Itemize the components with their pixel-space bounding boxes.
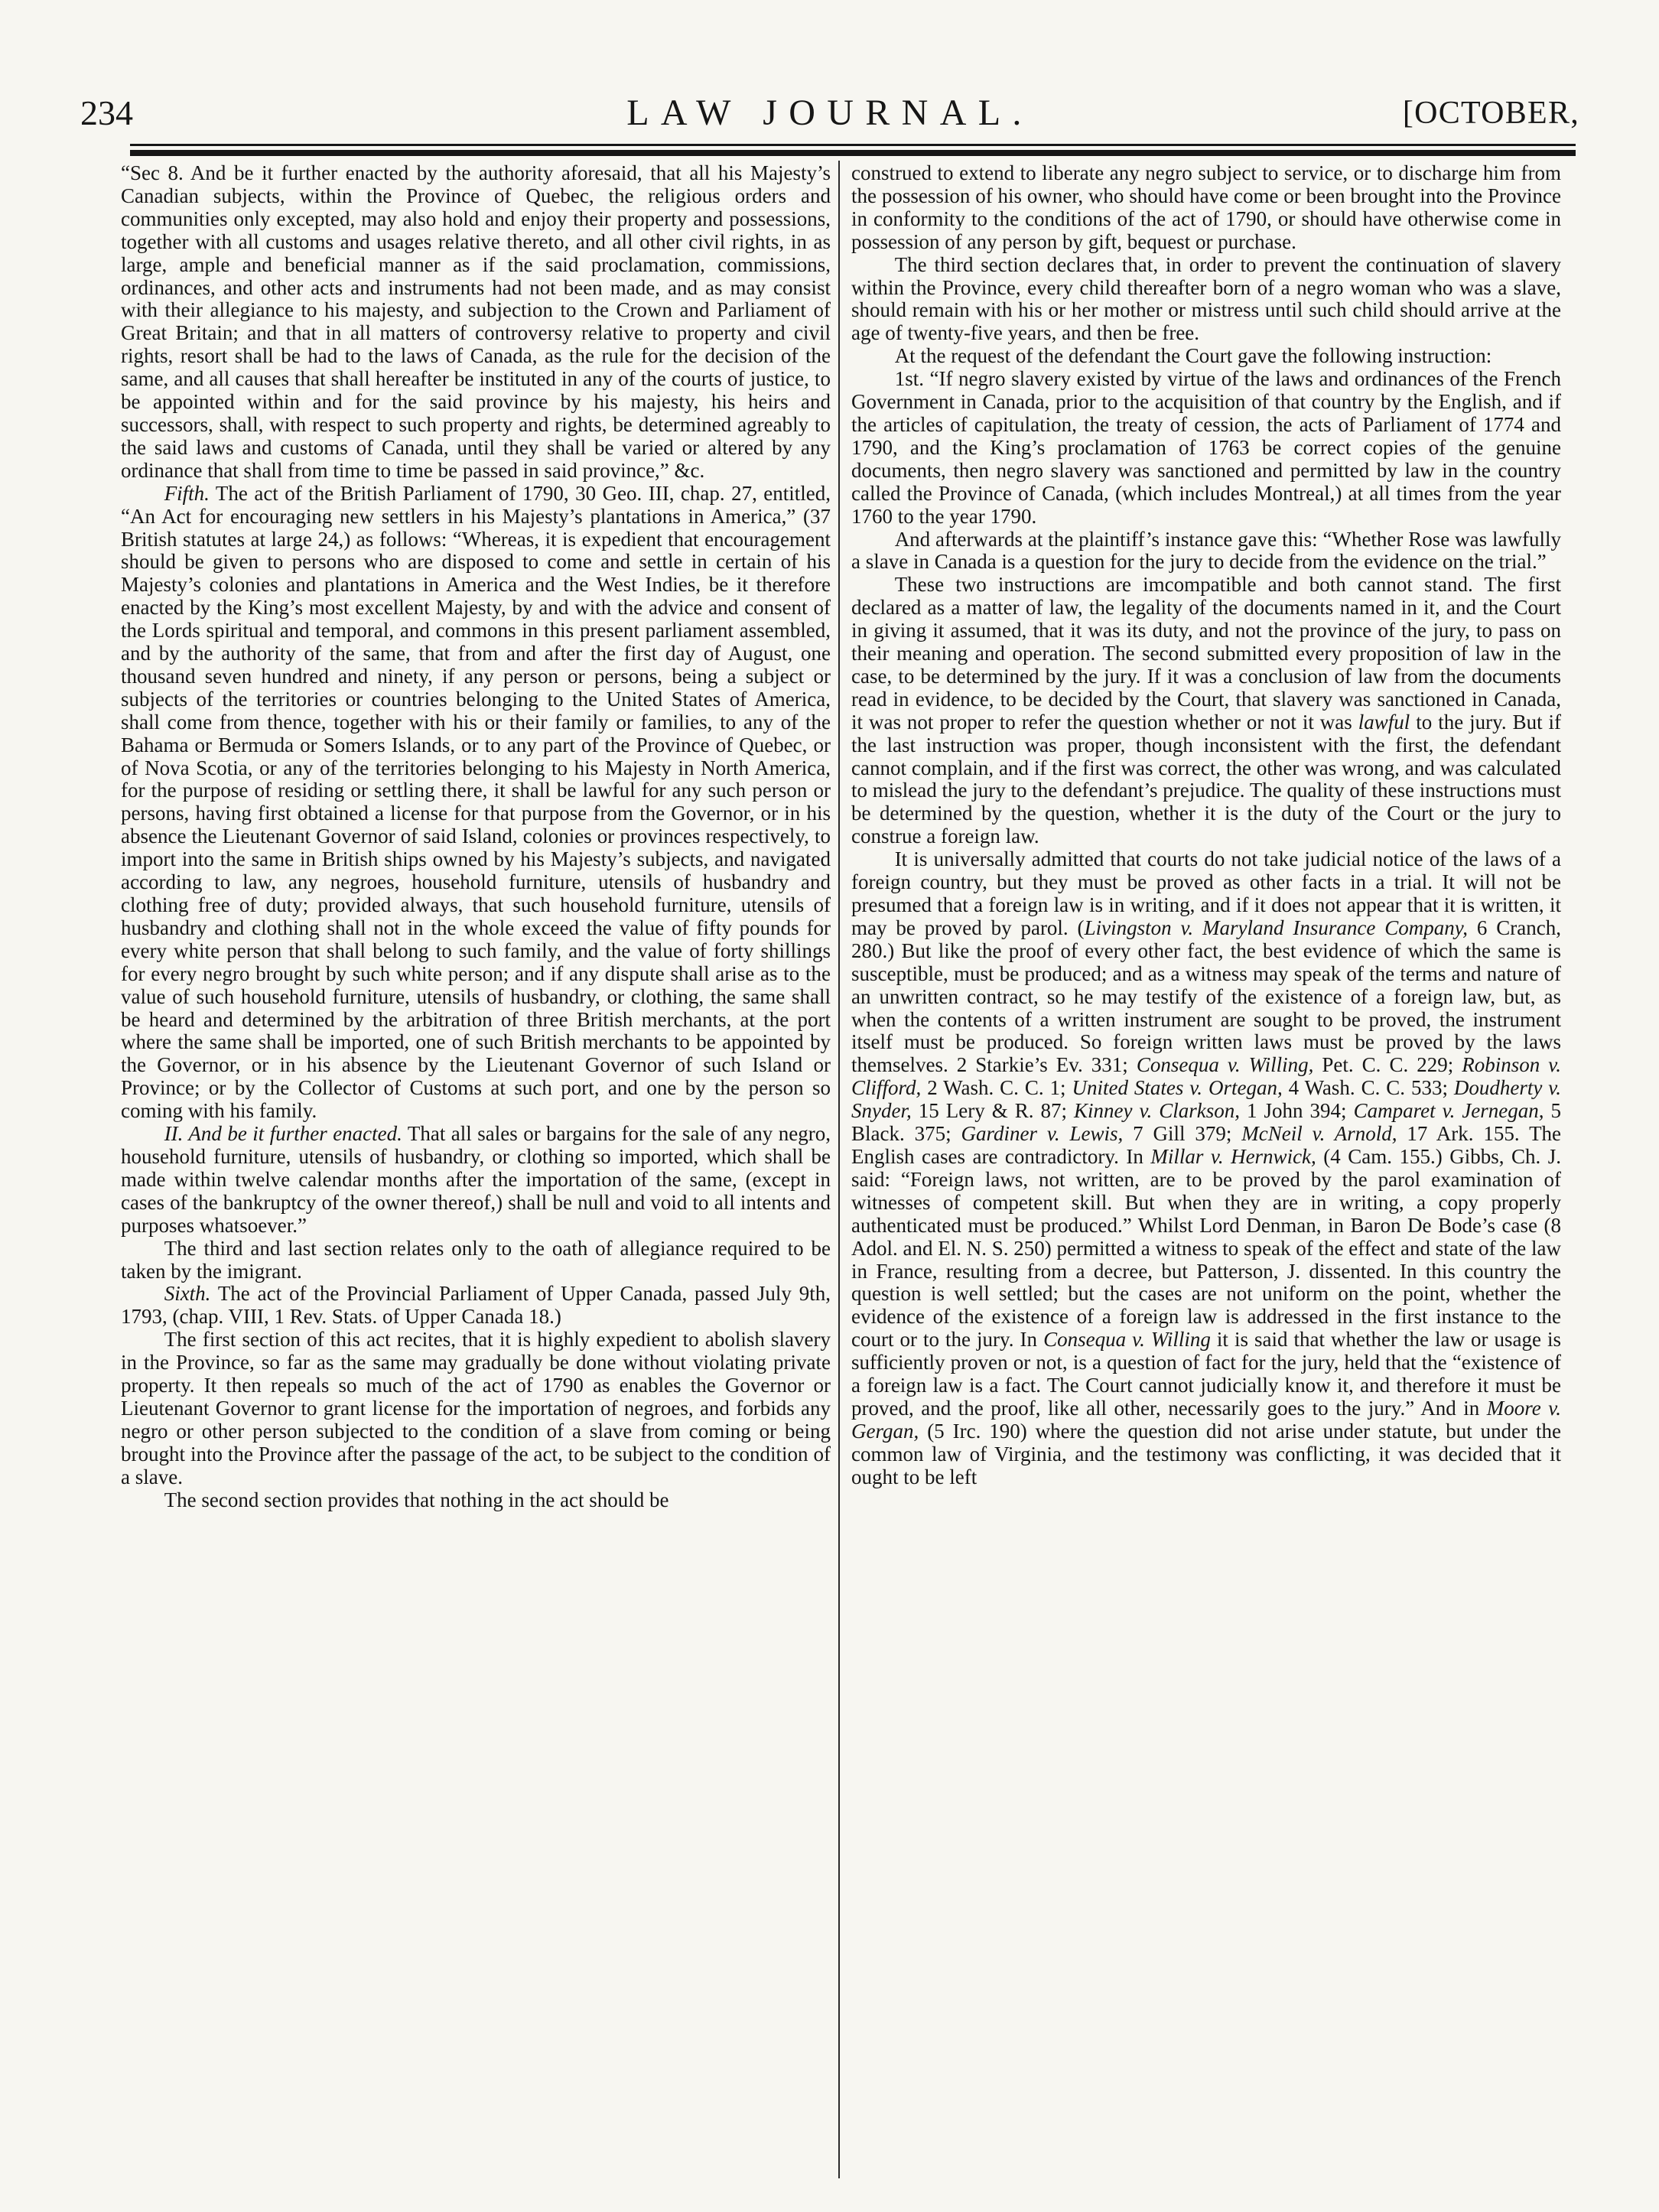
paragraph-text: 15 Lery & R. 87; [918,1099,1068,1123]
paragraph: And afterwards at the plaintiff’s instance gave this: “Whether Rose was lawfully a slave in Canada is a question for the jury to decide from the evidence on the trial.” [851,527,1561,574]
paragraph-text: 17 Ark. 155. The English cases are contradictory. In [851,1122,1561,1168]
paragraph-text: These two instructions are imcompatible and both cannot stand. The first declared as a matter of law, the legality of the documents named in it, and the Court in giving it assumed, that it was its duty, and not the province of the jury, to pass on their meaning and operation. The second submitted every proposition of law in the case, to be determined by the jury. If it was a conclusion of law from the documents read in evidence, to be decided by the Court, that slavery was sanctioned in Canada, it was not proper to refer the question whether or not it was [851,573,1561,734]
paragraph-text: 6 Cranch, 280.) But like the proof of every other fact, the best evidence of which the same is susceptible, must be produced; and as a witness may speak of the terms and nature of an unwritten contract, so he may testify of the existence of a foreign law, but, as when the contents of a written instrument are sought to be proved, the instrument itself must be produced. So foreign written laws must be proved by the laws themselves. 2 Starkie’s Ev. 331; [851,916,1561,1077]
paragraph-text: (4 Cam. 155.) Gibbs, Ch. J. said: “Foreign laws, not written, are to be proved by the parol examination of witnesses of competent skill. But when they are in writing, a copy properly authenticated must be produced.” Whilst Lord Denman, in Baron De Bode’s case (8 Adol. and El. N. S. 250) permitted a witness to speak of the effect and state of the law in France, resulting from a decree, but Patterson, J. dissented. In this country the question is well settled; but the cases are not uniform on the point, whether the evidence of the existence of a foreign law is addressed in the first instance to the court or to the jury. In [851,1144,1561,1352]
journal-title: LAW JOURNAL. [626,93,1033,133]
case-citation: United States v. Ortegan, [1072,1076,1283,1100]
paragraph-text: That all sales or bargains for the sale of any negro, household furniture, utensils of husbandry, or clothing so imported, which shall be made within twelve calendar months after the importation of the same, (except in cases of the bankruptcy of the owner thereof,) shall be null and void to all intents and purposes whatsoever.” [121,1122,831,1237]
case-citation: Millar v. Hernwick, [1150,1144,1316,1168]
case-citation: Robinson v. Clifford, [851,1053,1561,1100]
paragraph-text: 7 Gill 379; [1133,1122,1232,1146]
paragraph [851,848,1561,1488]
case-citation: Consequa v. Willing [1043,1328,1211,1352]
header-rule-thin [130,144,1576,146]
paragraph [121,1123,831,1238]
section-lead: II. And be it further enacted. [164,1122,402,1146]
paragraph: At the request of the defendant the Court gave the following instruction: [894,344,1492,368]
paragraph-text: to the jury. But if the last instruction was proper, though inconsistent with the first, the defendant cannot complain, and if the first was correct, the other was wrong, and was calculated to mislead the jury to the defendant’s prejudice. The quality of these instructions must be determined by the question, whether it is the duty of the Court or the jury to construe a foreign law. [851,710,1561,848]
case-citation: Moore v. Gergan, [851,1396,1561,1443]
paragraph-text: The act of the Provincial Parliament of Upper Canada, passed July 9th, 1793, (chap. VIII, 1 Rev. Stats. of Upper Canada 18.) [121,1282,831,1329]
case-citation: Livingston v. Maryland Insurance Company, [1084,916,1469,939]
paragraph: The third and last section relates only to the oath of allegiance required to be taken by the imigrant. [121,1236,831,1283]
paragraph: The third section declares that, in order to prevent the continuation of slavery within the Province, every child thereafter born of a negro woman who was a slave, should remain with his or her mother or mistress until such child should arrive at the age of twenty-five years, and then be free. [851,252,1561,345]
paragraph-text: 4 Wash. C. C. 533; [1288,1076,1448,1100]
emphasis: lawful [1358,710,1410,734]
paragraph [121,483,831,1123]
case-citation: Kinney v. Clarkson, [1074,1099,1241,1123]
paragraph [851,574,1561,848]
paragraph-text: It is universally admitted that courts do not take judicial notice of the laws of a foreign country, but they must be proved as other facts in a trial. It will not be presumed that a foreign law is in writing, and if it does not appear that it is written, it may be proved by parol. ( [851,847,1561,939]
paragraph: construed to extend to liberate any negro subject to service, or to discharge him from the possession of his owner, who should have come or been brought into the Province in conformity to the conditions of the act of 1790, or should have otherwise come in possession of any person by gift, bequest or purchase. [851,162,1561,253]
left-column [121,162,831,2181]
running-header [80,90,1579,139]
paragraph: The first section of this act recites, that it is highly expedient to abolish slavery in the Province, so far as the same may gradually be done without violating private property. It then repeals so much of the act of 1790 as enables the Governor or Lieutenant Governor to grant license for the importation of negroes, and forbids any negro or other person subjected to the condition of a slave from coming or being brought into the Province after the passage of the act, to be subject to the condition of a slave. [121,1328,831,1488]
case-citation: Gardiner v. Lewis, [961,1122,1124,1146]
page-number: 234 [80,93,133,132]
paragraph [121,1283,831,1329]
paragraph-text: (5 Irc. 190) where the question did not arise under statute, but under the common law of Virginia, and the testimony was conflicting, it was decided that it ought to be left [851,1419,1561,1488]
case-citation: McNeil v. Arnold, [1241,1122,1397,1146]
paragraph-text: Pet. C. C. 229; [1322,1053,1454,1077]
paragraph-text: The act of the British Parliament of 1790, 30 Geo. III, chap. 27, entitled, “An Act for encouraging new settlers in his Majesty’s plantations in America,” (37 British statutes at large 24,) as follows: “Whereas, it is expedient that encouragement should be given to persons who are disposed to come and settle in certain of his Majesty’s colonies and plantations in America and the West Indies, be it therefore enacted by the King’s most excellent Majesty, by and with the advice and consent of the Lords spiritual and temporal, and commons in this present parliament assembled, and by the authority of the same, that from and after the first day of August, one thousand seven hundred and ninety, if any person or persons, being a subject or subjects of the territories or countries belonging to the United States of America, shall come from thence, together with his or their family or families, to any of the Bahama or Bermuda or Somers Islands, or to any part of the Province of Quebec, or of Nova Scotia, or any of the territories belonging to his Majesty in North America, for the purpose of residing or settling there, it shall be lawful for any such person or persons, having first obtained a license for that purpose from the Governor, or in his absence the Lieutenant Governor of said Island, colonies or provinces respectively, to import into the same in British ships owned by his Majesty’s subjects, and navigated according to law, any negroes, household furniture, utensils of husbandry and clothing free of duty; provided always, that such household furniture, utensils of husbandry and clothing shall not in the whole exceed the value of fifty pounds for every white person that shall belong to such family, and the value of forty shillings for every negro brought by such white person; and if any dispute shall arise as to the value of such household furniture, utensils of husbandry, or clothing, the same shall be heard and determined by the arbitration of three British merchants, at the port where the same shall be imported, one of such British merchants to be appointed by the Governor, or in his absence by the Lieutenant Governor of such Island or Province; or by the Collector of Customs at such port, and one by the person so coming with his family. [121,481,831,1123]
column-divider [838,161,840,2178]
section-lead: Sixth. [164,1282,211,1306]
section-lead: Fifth. [164,481,210,505]
paragraph: “Sec 8. And be it further enacted by the authority aforesaid, that all his Majesty’s Canadian subjects, within the Province of Quebec, the religious orders and communities only excepted, may also hold and enjoy their property and possessions, together with all customs and usages relative thereto, and all other civil rights, in as large, ample and beneficial manner as if the said proclamation, commissions, ordinances, and other acts and instruments had not been made, and as may consist with their allegiance to his majesty, and subjection to the Crown and Parliament of Great Britain; and that in all matters of controversy relative to property and civil rights, resort shall be had to the laws of Canada, as the rule for the decision of the same, and all causes that shall hereafter be instituted in any of the courts of justice, to be appointed within and for the said province by his majesty, his heirs and successors, shall, with respect to such property and rights, be determined agreably to the said laws and customs of Canada, until they shall be varied or altered by any ordinance that shall from time to time be passed in said province,” &c. [121,162,831,482]
case-citation: Camparet v. Jernegan, [1353,1099,1544,1123]
paragraph-text: 2 Wash. C. C. 1; [927,1076,1066,1100]
header-rule-thick [130,150,1576,156]
paragraph-text: it is said that whether the law or usage is sufficiently proven or not, is a question of fact for the jury, held that the “existence of a foreign law is a fact. The Court cannot judicially know it, and therefore it must be proved, and the proof, like all other, necessarily goes to the jury.” And in [851,1328,1561,1420]
right-column [851,162,1561,2181]
case-citation: Doudherty v. Snyder, [851,1076,1561,1123]
paragraph: 1st. “If negro slavery existed by virtue of the laws and ordinances of the French Government in Canada, prior to the acquisition of that country by the English, and if the articles of capitulation, the treaty of cession, the acts of Parliament of 1774 and 1790, and the King’s proclamation of 1763 be correct copies of the genuine documents, then negro slavery was sanctioned and permitted by law in the country called the Province of Canada, (which includes Montreal,) at all times from the year 1760 to the year 1790. [851,367,1561,528]
paragraph: The second section provides that nothing in the act should be [164,1488,669,1511]
issue-month: [OCTOBER, [1402,96,1579,131]
paragraph-text: 1 John 394; [1247,1099,1347,1123]
paragraph-text: 5 Black. 375; [851,1099,1561,1146]
case-citation: Consequa v. Willing, [1136,1053,1314,1077]
